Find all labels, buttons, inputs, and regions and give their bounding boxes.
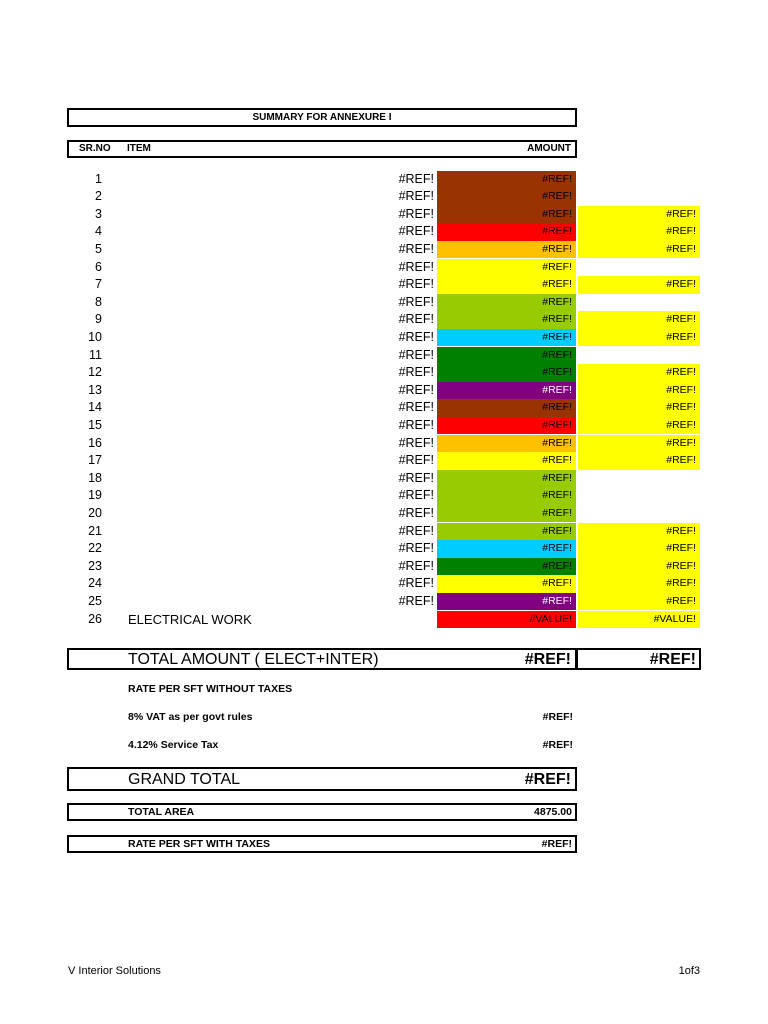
row-srno: 5 bbox=[95, 241, 102, 256]
table-row bbox=[0, 294, 768, 312]
row-amount: #REF! bbox=[398, 171, 434, 186]
row-srno: 21 bbox=[88, 523, 102, 538]
table-row bbox=[0, 487, 768, 505]
row-color-cell: #REF! bbox=[437, 223, 576, 241]
total-amount-value: #REF! bbox=[524, 651, 571, 668]
row-color-cell: #REF! bbox=[437, 259, 576, 277]
header-amount: AMOUNT bbox=[527, 143, 571, 154]
row-amount: #REF! bbox=[398, 593, 434, 608]
row-srno: 24 bbox=[88, 576, 102, 591]
row-amount: #REF! bbox=[398, 541, 434, 556]
table-row bbox=[0, 435, 768, 453]
row-amount: #REF! bbox=[398, 347, 434, 362]
row-color-cell: #REF! bbox=[437, 311, 576, 329]
row-srno: 16 bbox=[88, 435, 102, 450]
row-extra-cell: #REF! bbox=[578, 399, 700, 417]
row-extra-cell: #REF! bbox=[578, 523, 700, 541]
row-srno: 23 bbox=[88, 558, 102, 573]
row-srno: 12 bbox=[88, 365, 102, 380]
row-color-cell: #REF! bbox=[437, 329, 576, 347]
row-extra-cell: #REF! bbox=[578, 575, 700, 593]
row-amount: #REF! bbox=[398, 382, 434, 397]
footer-company: V Interior Solutions bbox=[68, 965, 161, 977]
row-srno: 22 bbox=[88, 541, 102, 556]
row-amount: #REF! bbox=[398, 277, 434, 292]
row-amount: #REF! bbox=[398, 294, 434, 309]
table-row bbox=[0, 259, 768, 277]
row-srno: 13 bbox=[88, 382, 102, 397]
rate-with-taxes-label: RATE PER SFT WITH TAXES bbox=[128, 838, 270, 850]
row-amount: #REF! bbox=[398, 241, 434, 256]
row-amount: #REF! bbox=[398, 453, 434, 468]
row-amount: #REF! bbox=[398, 400, 434, 415]
total-amount-box-2 bbox=[576, 648, 701, 670]
row-amount: #REF! bbox=[398, 435, 434, 450]
row-amount: #REF! bbox=[398, 505, 434, 520]
header-item: ITEM bbox=[127, 143, 151, 154]
row-extra-cell: #REF! bbox=[578, 593, 700, 611]
row-color-cell: #REF! bbox=[437, 347, 576, 365]
row-extra-cell: #REF! bbox=[578, 329, 700, 347]
row-extra-cell: #REF! bbox=[578, 223, 700, 241]
row-amount: #REF! bbox=[398, 224, 434, 239]
row-extra-cell: #VALUE! bbox=[578, 611, 700, 629]
rate-without-taxes-label: RATE PER SFT WITHOUT TAXES bbox=[128, 683, 293, 695]
row-color-cell: #REF! bbox=[437, 417, 576, 435]
row-srno: 14 bbox=[88, 400, 102, 415]
row-srno: 6 bbox=[95, 259, 102, 274]
row-srno: 17 bbox=[88, 453, 102, 468]
row-srno: 3 bbox=[95, 206, 102, 221]
table-row bbox=[0, 452, 768, 470]
row-srno: 25 bbox=[88, 593, 102, 608]
row-amount: #REF! bbox=[398, 417, 434, 432]
row-amount: #REF! bbox=[398, 206, 434, 221]
row-extra-cell: #REF! bbox=[578, 206, 700, 224]
total-amount-value-2: #REF! bbox=[649, 651, 696, 668]
row-srno: 10 bbox=[88, 329, 102, 344]
row-srno: 8 bbox=[95, 294, 102, 309]
total-amount-label: TOTAL AMOUNT ( ELECT+INTER) bbox=[128, 651, 379, 668]
row-amount: #REF! bbox=[398, 365, 434, 380]
row-color-cell: #REF! bbox=[437, 452, 576, 470]
row-color-cell: #VALUE! bbox=[437, 611, 576, 629]
total-area-box bbox=[67, 803, 577, 821]
table-row bbox=[0, 399, 768, 417]
row-srno: 2 bbox=[95, 189, 102, 204]
table-row bbox=[0, 382, 768, 400]
table-header bbox=[67, 140, 577, 158]
row-extra-cell: #REF! bbox=[578, 435, 700, 453]
row-amount: #REF! bbox=[398, 558, 434, 573]
row-srno: 15 bbox=[88, 417, 102, 432]
row-srno: 11 bbox=[89, 347, 102, 362]
row-amount: #REF! bbox=[398, 470, 434, 485]
row-amount: #REF! bbox=[398, 488, 434, 503]
service-tax-label: 4.12% Service Tax bbox=[128, 739, 219, 751]
rate-with-taxes-value: #REF! bbox=[541, 838, 572, 850]
row-extra-cell: #REF! bbox=[578, 558, 700, 576]
row-color-cell: #REF! bbox=[437, 206, 576, 224]
table-row bbox=[0, 540, 768, 558]
row-srno: 7 bbox=[95, 277, 102, 292]
vat-value: #REF! bbox=[542, 711, 573, 723]
row-amount: #REF! bbox=[398, 259, 434, 274]
row-color-cell: #REF! bbox=[437, 399, 576, 417]
table-row bbox=[0, 329, 768, 347]
table-row bbox=[0, 505, 768, 523]
table-row bbox=[0, 558, 768, 576]
row-extra-cell: #REF! bbox=[578, 382, 700, 400]
total-amount-box bbox=[67, 648, 577, 670]
row-color-cell: #REF! bbox=[437, 382, 576, 400]
row-extra-cell: #REF! bbox=[578, 311, 700, 329]
table-row bbox=[0, 223, 768, 241]
row-color-cell: #REF! bbox=[437, 558, 576, 576]
summary-title-text: SUMMARY FOR ANNEXURE I bbox=[252, 112, 392, 123]
row-color-cell: #REF! bbox=[437, 276, 576, 294]
row-extra-cell: #REF! bbox=[578, 540, 700, 558]
table-row bbox=[0, 347, 768, 365]
header-srno: SR.NO bbox=[79, 143, 111, 154]
table-row bbox=[0, 523, 768, 541]
row-extra-cell: #REF! bbox=[578, 417, 700, 435]
row-color-cell: #REF! bbox=[437, 505, 576, 523]
table-row bbox=[0, 417, 768, 435]
grand-total-label: GRAND TOTAL bbox=[128, 771, 241, 788]
row-color-cell: #REF! bbox=[437, 593, 576, 611]
summary-title bbox=[67, 108, 577, 127]
row-color-cell: #REF! bbox=[437, 364, 576, 382]
row-srno: 1 bbox=[95, 171, 102, 186]
footer-page-number: 1of3 bbox=[678, 965, 700, 977]
total-area-label: TOTAL AREA bbox=[128, 806, 195, 818]
row-srno: 18 bbox=[88, 470, 102, 485]
row-extra-cell: #REF! bbox=[578, 452, 700, 470]
table-row bbox=[0, 276, 768, 294]
table-row bbox=[0, 593, 768, 611]
row-srno: 4 bbox=[95, 224, 102, 239]
row-color-cell: #REF! bbox=[437, 540, 576, 558]
table-row bbox=[0, 206, 768, 224]
table-row bbox=[0, 171, 768, 189]
table-row bbox=[0, 364, 768, 382]
row-color-cell: #REF! bbox=[437, 435, 576, 453]
row-extra-cell: #REF! bbox=[578, 364, 700, 382]
row-amount: #REF! bbox=[398, 312, 434, 327]
table-row bbox=[0, 311, 768, 329]
table-row bbox=[0, 188, 768, 206]
table-row bbox=[0, 470, 768, 488]
row-color-cell: #REF! bbox=[437, 487, 576, 505]
row-srno: 20 bbox=[88, 505, 102, 520]
rate-with-taxes-box bbox=[67, 835, 577, 853]
row-color-cell: #REF! bbox=[437, 523, 576, 541]
row-srno: 9 bbox=[95, 312, 102, 327]
row-color-cell: #REF! bbox=[437, 294, 576, 312]
grand-total-value: #REF! bbox=[524, 771, 571, 788]
row-amount: #REF! bbox=[398, 189, 434, 204]
row-color-cell: #REF! bbox=[437, 171, 576, 189]
table-row bbox=[0, 241, 768, 259]
total-area-value: 4875.00 bbox=[534, 806, 572, 818]
table-row bbox=[0, 575, 768, 593]
row-extra-cell: #REF! bbox=[578, 241, 700, 259]
grand-total-box bbox=[67, 767, 577, 791]
row-extra-cell: #REF! bbox=[578, 276, 700, 294]
row-srno: 26 bbox=[88, 611, 102, 626]
service-tax-value: #REF! bbox=[542, 739, 573, 751]
row-color-cell: #REF! bbox=[437, 241, 576, 259]
row-amount: #REF! bbox=[398, 329, 434, 344]
row-color-cell: #REF! bbox=[437, 575, 576, 593]
table-row bbox=[0, 611, 768, 629]
row-amount: #REF! bbox=[398, 523, 434, 538]
row-color-cell: #REF! bbox=[437, 470, 576, 488]
row-srno: 19 bbox=[88, 488, 102, 503]
row-amount: #REF! bbox=[398, 576, 434, 591]
vat-label: 8% VAT as per govt rules bbox=[128, 711, 253, 723]
row-color-cell: #REF! bbox=[437, 188, 576, 206]
row-item: ELECTRICAL WORK bbox=[128, 611, 252, 627]
